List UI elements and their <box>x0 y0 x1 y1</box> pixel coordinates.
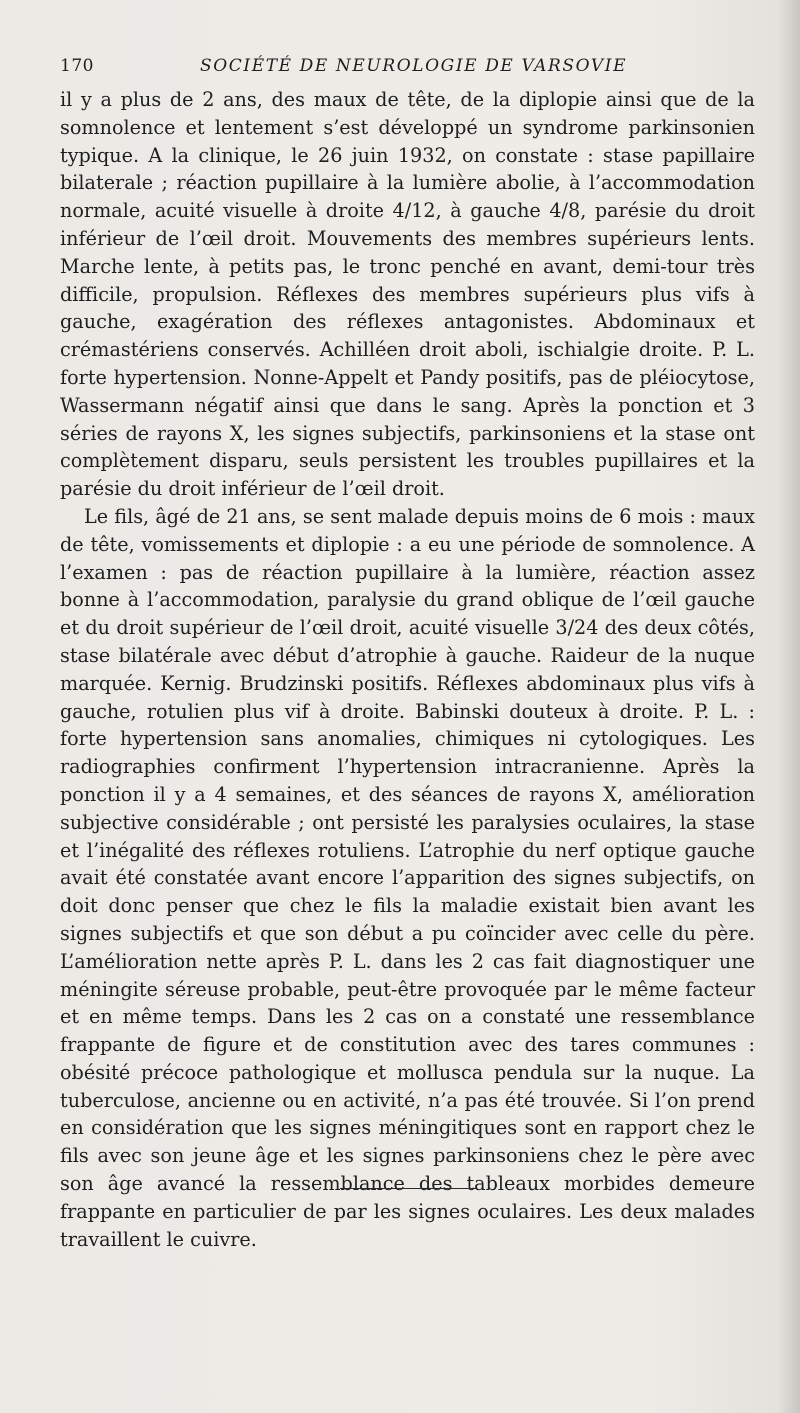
body-text <box>60 86 755 1253</box>
running-head: SOCIÉTÉ DE NEUROLOGIE DE VARSOVIE <box>200 56 628 76</box>
paragraph-2: Le fils, âgé de 21 ans, se sent malade depuis moins de 6 mois : maux de tête, vomissements et diplopie : a eu une période de somnolence. A l’examen : pas de réaction pupillaire à la lumière, réaction assez bonne à l’accommodation, paralysie du grand oblique de l’œil gauche et du droit supérieur de l’œil droit, acuité visuelle 3/24 des deux côtés, stase bilatérale avec début d’atrophie à gauche. Raideur de la nuque marquée. Kernig. Brudzinski positifs. Réflexes abdominaux plus vifs à gauche, rotulien plus vif à droite. Babinski douteux à droite. P. L. : forte hypertension sans anomalies, chimiques ni cytologiques. Les radiographies confirment l’hypertension intracranienne. Après la ponction il y a 4 semaines, et des séances de rayons X, amélioration subjective considérable ; ont persisté les paralysies oculaires, la stase et l’inégalité des réflexes rotuliens. L’atrophie du nerf optique gauche avait été constatée avant encore l’apparition des signes subjectifs, on doit donc penser que chez le fils la maladie existait bien avant les signes subjectifs et que son début a pu coïncider avec celle du père. L’amélioration nette après P. L. dans les 2 cas fait diagnostiquer une méningite séreuse probable, peut-être provoquée par le même facteur et en même temps. Dans les 2 cas on a constaté une ressemblance frappante de figure et de constitution avec des tares communes : obésité précoce pathologique et mollusca pendula sur la nuque. La tuberculose, ancienne ou en activité, n’a pas été trouvée. Si l’on prend en considération que les signes méningitiques sont en rapport chez le fils avec son jeune âge et les signes parkinsoniens chez le père avec son âge avancé la ressemblance des tableaux morbides demeure frappante en particulier de par les signes oculaires. Les deux malades travaillent le cuivre. <box>60 504 755 1251</box>
page-number: 170 <box>60 56 94 76</box>
section-divider <box>340 1188 476 1189</box>
page-edge-shadow <box>778 0 800 1413</box>
paragraph-1: il y a plus de 2 ans, des maux de tête, de la diplopie ainsi que de la somnolence et lentement s’est développé un syndrome parkinsonien typique. A la clinique, le 26 juin 1932, on constate : stase papillaire bilaterale ; réaction pupillaire à la lumière abolie, à l’accommodation normale, acuité visuelle à droite 4/12, à gauche 4/8, parésie du droit inférieur de l’œil droit. Mouvements des membres supérieurs lents. Marche lente, à petits pas, le tronc penché en avant, demi-tour très difficile, propulsion. Réflexes des membres supérieurs plus vifs à gauche, exagération des réflexes antagonistes. Abdominaux et crémastériens conservés. Achilléen droit aboli, ischialgie droite. P. L. forte hypertension. Nonne-Appelt et Pandy positifs, pas de pléiocytose, Wassermann négatif ainsi que dans le sang. Après la ponction et 3 séries de rayons X, les signes subjectifs, parkinsoniens et la stase ont complètement disparu, seuls persistent les troubles pupillaires et la parésie du droit inférieur de l’œil droit. <box>60 88 755 501</box>
